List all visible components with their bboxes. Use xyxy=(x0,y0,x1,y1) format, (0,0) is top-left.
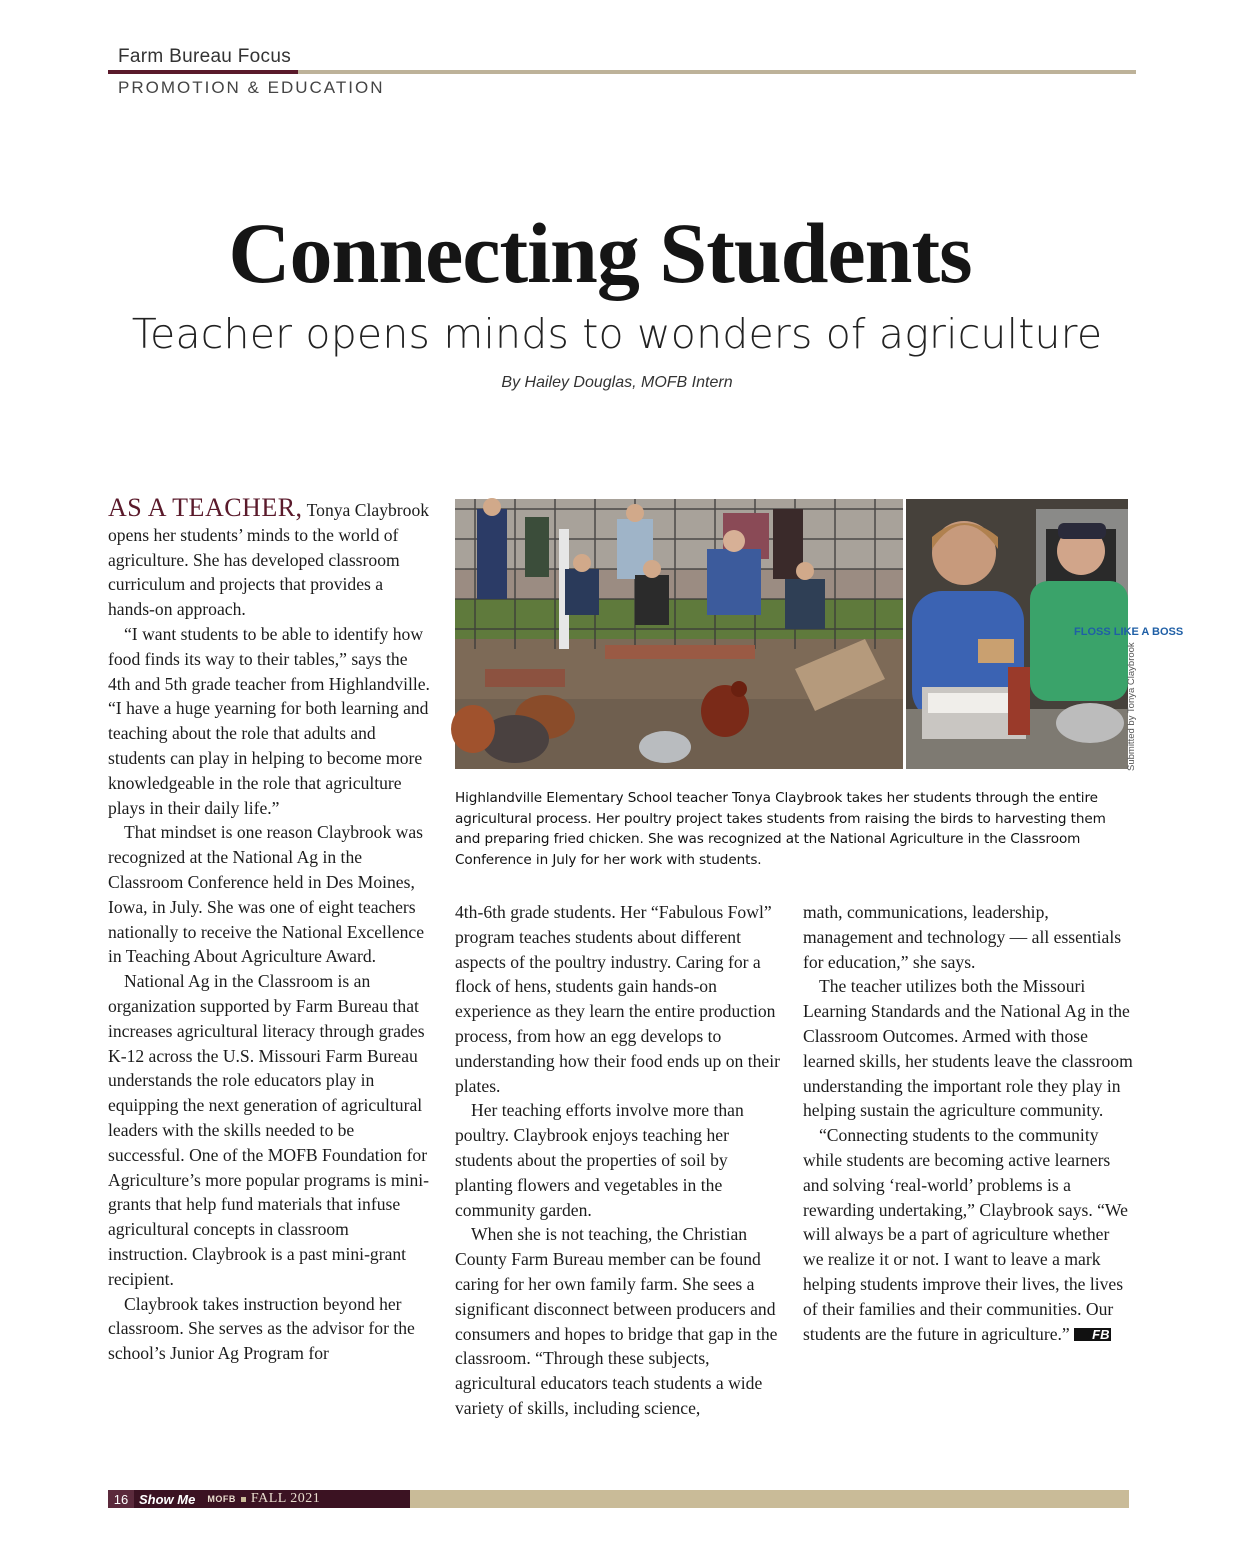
photo-credit: Submitted by Tonya Claybrook xyxy=(1126,642,1137,771)
column1-paragraph-5: Claybrook takes instruction beyond her classroom. She serves as the advisor for the school’s Junior Ag Program for xyxy=(108,1293,415,1364)
column1-paragraph-4: National Ag in the Classroom is an organization supported by Farm Bureau that increases agricultural literacy through grades K-12 across the U.S. Missouri Farm Bureau understands the role educators play in equipping the next generation of agricultural leaders with the skills needed to be successful. One of the MOFB Foundation for Agriculture’s more popular programs is mini-grants that help fund materials that infuse agricultural concepts in classroom instruction. Claybrook is a past mini-grant recipient. xyxy=(108,971,430,1289)
column1-paragraph-1 xyxy=(108,493,430,622)
header-rule-accent xyxy=(108,70,298,74)
separator-square xyxy=(241,1497,246,1502)
footer-publication-strip xyxy=(108,1490,410,1508)
issue-label: FALL 2021 xyxy=(250,1491,321,1506)
article-title: Connecting Students xyxy=(228,205,972,301)
column2-paragraph-1: 4th-6th grade students. Her “Fabulous Fowl” program teaches students about different aspects of the poultry industry. Caring for a flock of hens, students gain hands-on experience as they learn the entire production process, from how an egg develops to understanding how their food ends up on their plates. xyxy=(455,902,780,1096)
photo-caption: Highlandville Elementary School teacher Tonya Claybrook takes her students through the entire agricultural process. Her poultry project takes students from raising the birds to harvesting them and preparing fried chicken. She was recognized at the National Agriculture in the Classroom Conference in July for her work with students. xyxy=(455,790,1106,868)
end-mark-logo: FB xyxy=(1074,1328,1111,1341)
column3-paragraph-2: The teacher utilizes both the Missouri Learning Standards and the National Ag in the Classroom Outcomes. Armed with those learned skills, her students leave the classroom understanding the important role they play in helping sustain the agriculture community. xyxy=(803,976,1133,1121)
section-label: Farm Bureau Focus xyxy=(118,46,291,67)
page-number: 16 xyxy=(108,1490,134,1508)
article-column-2 xyxy=(455,900,785,1421)
article-column-3 xyxy=(803,900,1133,1346)
column1-paragraph-2: “I want students to be able to identify how food finds its way to their tables,” says the 4th and 5th grade teacher from Highlandville. “I have a huge yearning for both learning and teaching about the role that adults and students can play in helping to become more knowledgeable in the role that agriculture plays in their daily life.” xyxy=(108,623,430,818)
article-subtitle: Teacher opens minds to wonders of agriculture xyxy=(131,310,1103,358)
column3-paragraph-3 xyxy=(803,1123,1133,1346)
article-column-1 xyxy=(108,493,430,1366)
column2-paragraph-2: Her teaching efforts involve more than poultry. Claybrook enjoys teaching her students about the properties of soil by planting flowers and vegetables in the community garden. xyxy=(455,1100,744,1220)
chicken-coop-photo xyxy=(455,499,903,769)
publication-name: Show Me xyxy=(139,1491,196,1507)
column3-paragraph-1: math, communications, leadership, management and technology — all essentials for education,” she says. xyxy=(803,902,1122,972)
column3-paragraph-3-text: “Connecting students to the community while students are becoming active learners and solving ‘real-world’ problems is a rewarding undertaking,” Claybrook says. “We will always be a part of agriculture whether we realize it or not. I want to leave a mark helping students improve their lives, the lives of their families and their communities. Our students are the future in agriculture.” xyxy=(803,1125,1128,1344)
publisher-name: MOFB xyxy=(207,1494,236,1504)
article-byline: By Hailey Douglas, MOFB Intern xyxy=(501,374,733,391)
shirt-text: FLOSS LIKE A BOSS xyxy=(1074,626,1184,638)
column1-paragraph-1-text: Tonya Claybrook opens her students’ minds to the world of agriculture. She has developed classroom curriculum and projects that provides a hands-on approach. xyxy=(108,500,430,620)
department-label: PROMOTION & EDUCATION xyxy=(118,78,385,97)
column2-paragraph-3: When she is not teaching, the Christian County Farm Bureau member can be found caring for her own family farm. She sees a significant disconnect between producers and consumers and hopes to bridge that gap in the classroom. “Through these subjects, agricultural educators teach students a wide variety of skills, including science, xyxy=(455,1224,778,1418)
column1-paragraph-3: That mindset is one reason Claybrook was recognized at the National Ag in the Classroom Conference held in Des Moines, Iowa, in July. She was one of eight teachers nationally to receive the National Excellence in Teaching About Agriculture Award. xyxy=(108,822,425,967)
lead-in: AS A TEACHER, xyxy=(108,493,303,522)
